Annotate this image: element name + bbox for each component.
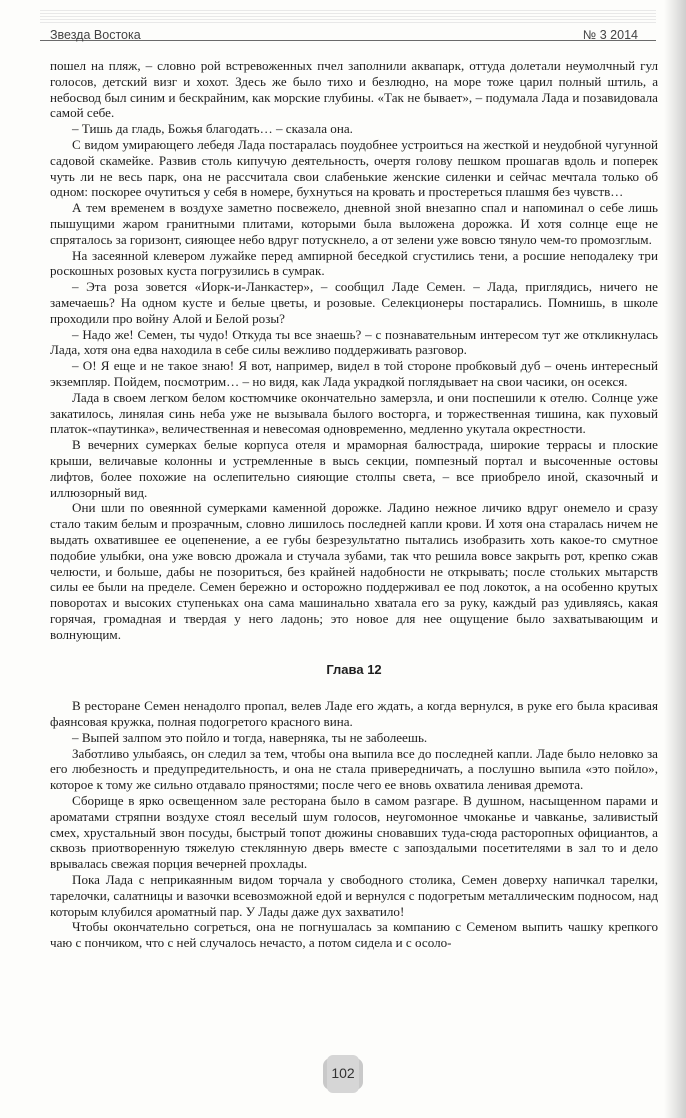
page-number-badge: [318, 1058, 368, 1090]
journal-title: Звезда Востока: [50, 28, 141, 42]
paragraph: – Тишь да гладь, Божья благодать… – сказала она.: [72, 121, 353, 137]
paragraph: Сборище в ярко освещенном зале ресторана было в самом разгаре. В душном, насыщенном парами и ароматами стряпни воздухе стоял веселый шум голосов, неугомонное чмоканье и чавканье, заливистый смех, хрустальный звон посуды, быстрый топот дюжины сновавших туда-сюда расторопных официантов, а сквозь приотворенную тяжелую стеклянную дверь вместе с запоздалыми посетителями в зал то и дело врывалась свежая порция вечерней прохлады.: [50, 793, 658, 872]
paragraph: А тем временем в воздухе заметно посвежело, дневной зной внезапно спал и напоминал о себе лишь пышущими жаром гранитными плитами, которыми была выложена дорожка. И хотя солнце еще не спряталось за горизонт, сияющее небо вдруг потускнело, а от зелени уже вовсю тянуло чем-то промозглым.: [50, 200, 658, 247]
text-section-before-chapter: [50, 58, 658, 642]
paragraph: Они шли по овеянной сумерками каменной дорожке. Ладино нежное личико вдруг онемело и сразу стало таким белым и прозрачным, словно лишилось последней капли крови. И хотя она старалась ничем не выдать охватившее ее оцепенение, а ее губы безрезультатно пытались изобразить хоть какое-то смутное подобие улыбки, она уже вовсю дрожала и стучала зубами, так что решила вовсе закрыть рот, крепко сжав челюсти, и больше, дабы не позориться, без крайней надобности не открывать; после стольких мытарств силы ее были на пределе. Семен бережно и осторожно поддерживал ее под локоток, а на особенно крутых поворотах и высоких ступеньках она сама машинально хватала его за руку, каждый раз удивляясь, какая горячая, громадная и твердая у него ладонь; это новое для нее ощущение было захватывающим и волнующим.: [50, 500, 658, 642]
running-header: [40, 10, 656, 41]
chapter-title: Глава 12: [326, 662, 382, 678]
paragraph: Чтобы окончательно согреться, она не погнушалась за компанию с Семеном выпить чашку крепкого чаю с пончиком, что с ней случалось нечасто, а потом сидела и с осоло-: [50, 919, 658, 951]
header-decoration: [40, 10, 656, 24]
paragraph: – Выпей залпом это пойло и тогда, наверняка, ты не заболеешь.: [72, 729, 428, 745]
paragraph: В вечерних сумерках белые корпуса отеля и мраморная балюстрада, широкие террасы и плоские крыши, величавые колонны и устремленные в высь секции, помпезный портал и высоченные остовы лифтов, более похожие на ослепительно сияющие столпы света, – все приобрело иной, сказочный и иллюзорный вид.: [50, 437, 658, 500]
text-section-after-chapter: [50, 698, 658, 951]
paragraph: – Надо же! Семен, ты чудо! Откуда ты все знаешь? – с познавательным интересом тут же откликнулась Лада, хотя она едва находила в себе силы вежливо поддерживать разговор.: [50, 326, 658, 358]
paragraph: – О! Я еще и не такое знаю! Я вот, например, видел в той стороне пробковый дуб – очень интересный экземпляр. Пойдем, посмотрим… – но видя, как Лада украдкой поглядывает на свои часики, он осекся.: [50, 358, 658, 389]
body-text: [50, 58, 658, 951]
paragraph: В ресторане Семен ненадолго пропал, велев Ладе его ждать, а когда вернулся, в руке его была красивая фаянсовая кружка, полная подогретого красного вина.: [50, 698, 658, 730]
paragraph: С видом умирающего лебедя Лада постаралась поудобнее устроиться на жесткой и неудобной чугунной садовой скамейке. Развив столь кипучую деятельность, очертя голову пешком прошагав вдоль и поперек чуть ли не весь парк, она не рассчитала свои слабенькие женские силенки и сейчас мечтала только об одном: поскорее очутиться у себя в номере, бухнуться на кровать и простереться плашмя без чувств…: [50, 136, 658, 200]
issue-number: № 3 2014: [582, 28, 638, 42]
paragraph: пошел на пляж, – словно рой встревоженных пчел заполнили аквапарк, оттуда долетали неумолчный гул голосов, детский визг и хохот. Здесь же было тихо и безлюдно, на море тоже царил полный штиль, а небосвод был синим и бескрайним, как морские глубины. «Так не бывает», – подумала Лада и позавидовала самой себе.: [50, 58, 658, 121]
paragraph: Заботливо улыбаясь, он следил за тем, чтобы она выпила все до последней капли. Ладе было неловко за его любезность и предупредительность, и она не стала привередничать, а послушно выпила «это пойло», которое к тому же сильно отдавало пряностями; после чего ее вновь охватила ленивая дремота.: [50, 745, 658, 793]
spine-shadow: [664, 0, 686, 1118]
page-number: 102: [331, 1065, 355, 1081]
paragraph: – Эта роза зовется «Иорк-и-Ланкастер», – сообщил Ладе Семен. – Лада, приглядись, ничего не замечаешь? На одном кусте и белые цветы, и розовые. Селекционеры постарались. Помнишь, в школе проходили про войну Алой и Белой розы?: [50, 279, 658, 326]
paragraph: Лада в своем легком белом костюмчике окончательно замерзла, и они поспешили к отелю. Солнце уже закатилось, линялая синь неба уже не вызывала былого восторга, и торжественная тишина, как пуховый платок-«паутинка», величественная и невесомая одновременно, медленно укутала окрестности.: [50, 389, 658, 437]
paragraph: На засеянной клевером лужайке перед ампирной беседкой сгустились тени, а росшие неподалеку три роскошных розовых куста погрузились в сумрак.: [50, 247, 658, 279]
paragraph: Пока Лада с неприкаянным видом торчала у свободного столика, Семен доверху напичкал тарелки, тарелочки, салатницы и вазочки всевозможной едой и вернулся с подогретым металлическим подносом, над которым клубился ароматный пар. У Лады даже дух захватило!: [50, 872, 658, 919]
